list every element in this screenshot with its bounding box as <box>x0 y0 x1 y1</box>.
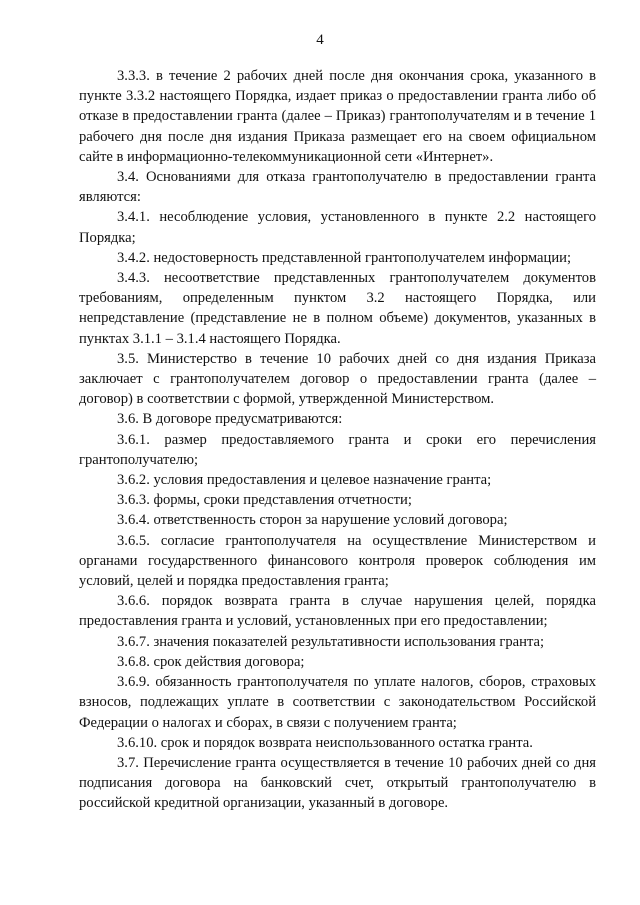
paragraph-3-6-4: 3.6.4. ответственность сторон за нарушение условий договора; <box>117 512 508 529</box>
paragraph-3-6-1: 3.6.1. размер предоставляемого гранта и сроки его перечисления грантополучателю; <box>79 431 596 468</box>
paragraph-3-6-9: 3.6.9. обязанность грантополучателя по уплате налогов, сборов, страховых взносов, подлежащих уплате в соответствии с законодательством Российской Федерации о налогах и сборах, в связи с получением гранта; <box>79 674 596 731</box>
paragraph-3-6: 3.6. В договоре предусматриваются: <box>117 411 343 428</box>
paragraph-3-4-1: 3.4.1. несоблюдение условия, установленного в пункте 2.2 настоящего Порядка; <box>79 209 596 246</box>
paragraph-3-6-8: 3.6.8. срок действия договора; <box>117 653 305 670</box>
paragraph-3-6-6: 3.6.6. порядок возврата гранта в случае нарушения целей, порядка предоставления гранта и условий, установленных при его предоставлении; <box>79 593 596 630</box>
paragraph-3-3-3: 3.3.3. в течение 2 рабочих дней после дня окончания срока, указанного в пункте 3.3.2 настоящего Порядка, издает приказ о предоставлении гранта либо об отказе в предоставлении гранта (далее – Приказ) грантополучателям и в течение 1 рабочего дня после дня издания Приказа размещает его на своем официальном сайте в информационно-телекоммуникационной сети «Интернет». <box>79 68 596 165</box>
paragraph-3-5: 3.5. Министерство в течение 10 рабочих дней со дня издания Приказа заключает с грантополучателем договор о предоставлении гранта (далее – договор) в соответствии с формой, утвержденной Министерством. <box>79 350 596 408</box>
paragraph-3-4: 3.4. Основаниями для отказа грантополучателю в предоставлении гранта являются: <box>79 169 596 206</box>
paragraph-3-6-2: 3.6.2. условия предоставления и целевое назначение гранта; <box>117 472 492 489</box>
paragraph-3-6-5: 3.6.5. согласие грантополучателя на осуществление Министерством и органами государственного финансового контроля проверок соблюдения им условий, целей и порядка предоставления гранта; <box>79 532 596 590</box>
paragraph-3-6-3: 3.6.3. формы, сроки представления отчетности; <box>117 492 412 509</box>
document-body <box>79 66 596 814</box>
paragraph-3-4-2: 3.4.2. недостоверность представленной грантополучателем информации; <box>117 249 572 266</box>
page-number: 4 <box>316 32 324 48</box>
paragraph-3-6-7: 3.6.7. значения показателей результативности использования гранта; <box>117 633 545 650</box>
paragraph-3-6-10: 3.6.10. срок и порядок возврата неиспользованного остатка гранта. <box>117 734 533 751</box>
paragraph-3-4-3: 3.4.3. несоответствие представленных грантополучателем документов требованиям, определенным пунктом 3.2 настоящего Порядка, или непредставление (представление не в полном объеме) документов, указанных в пунктах 3.1.1 – 3.1.4 настоящего Порядка. <box>79 270 596 347</box>
paragraph-3-7: 3.7. Перечисление гранта осуществляется в течение 10 рабочих дней со дня подписания договора на банковский счет, открытый грантополучателю в российской кредитной организации, указанный в договоре. <box>79 754 596 812</box>
